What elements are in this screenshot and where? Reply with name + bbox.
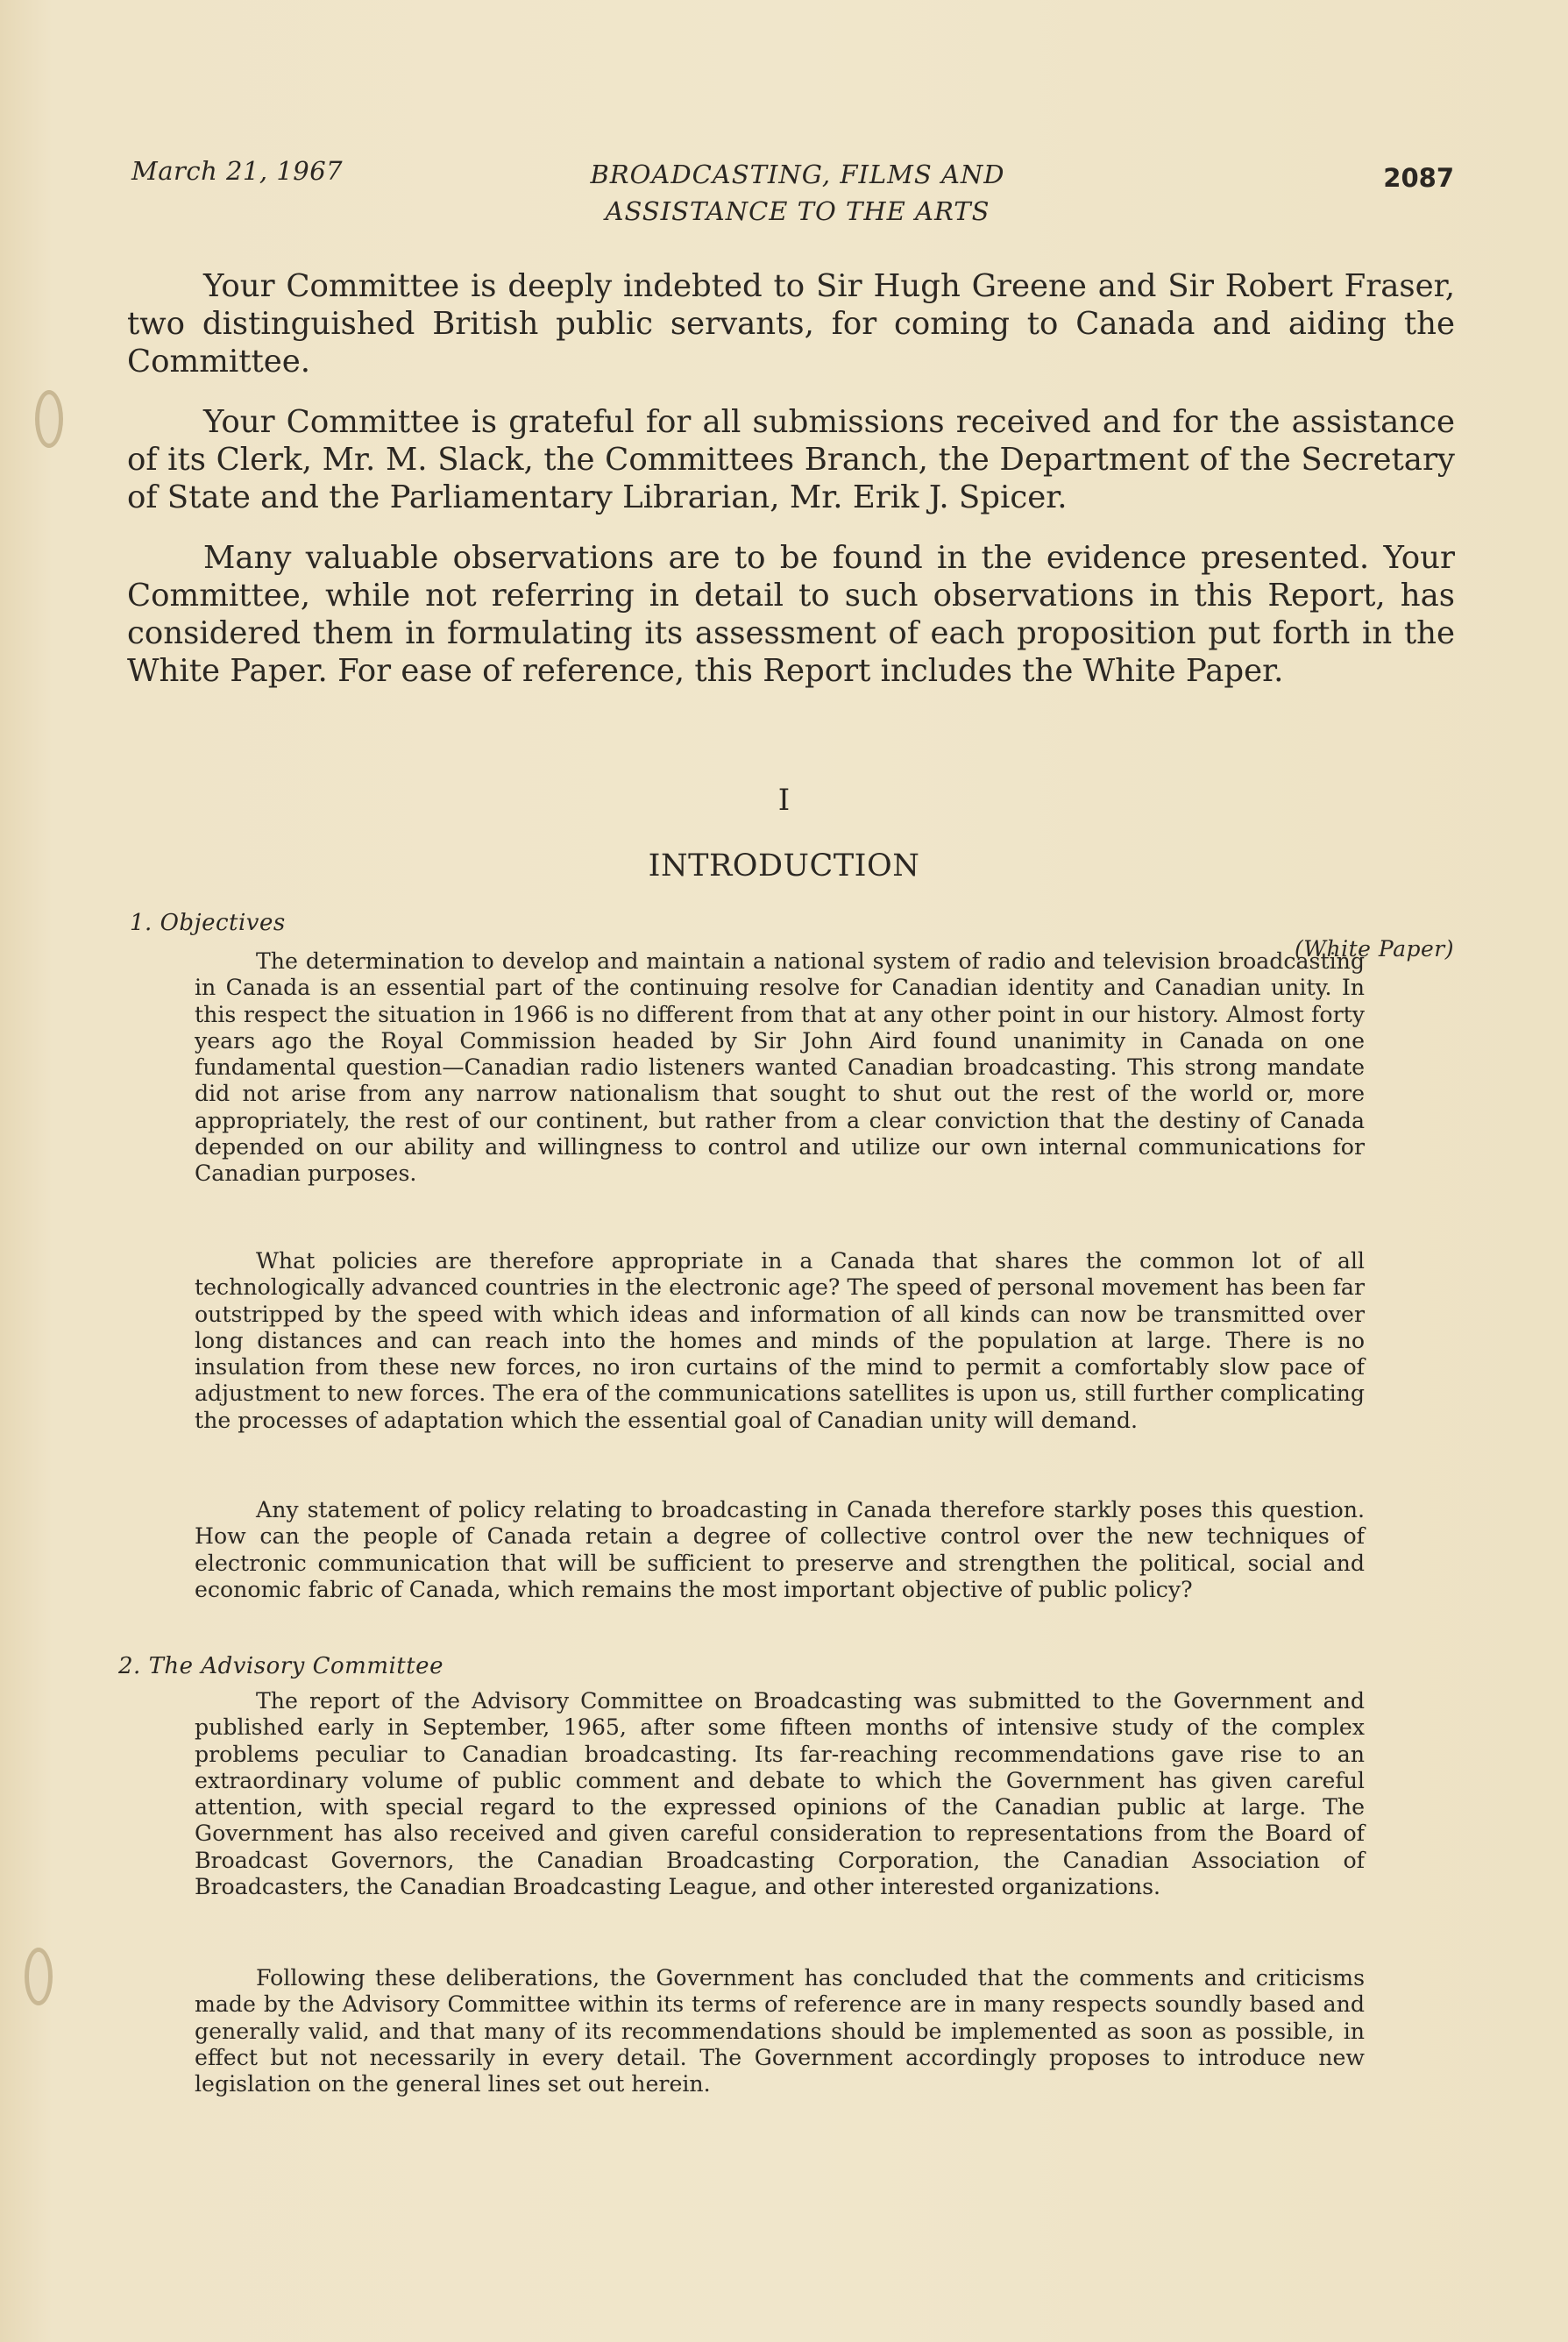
- section-heading: INTRODUCTION: [648, 848, 920, 884]
- page-number: 2087: [1383, 163, 1454, 193]
- binding-hole-mark: [35, 390, 63, 448]
- header-title: [491, 156, 1104, 230]
- subsection-heading-advisory-committee: [118, 1653, 443, 1679]
- objectives-paragraph-2: What policies are therefore appropriate in a Canada that shares the common lot of all technologically advanced countries in the electronic age? The speed of personal movement has been far outstripped by the speed with which ideas and information of all kinds can now be transmitted over long distances and can reach into the homes and minds of the population at large. There is no insulation from these new forces, no iron curtains of the mind to permit a comfortably slow pace of adjustment to new forces. The era of the communications satellites is upon us, still further complicating the processes of adaptation which the essential goal of Canadian unity will demand.: [195, 1248, 1365, 1433]
- objectives-paragraph-1: The determination to develop and maintain a national system of radio and television broadcasting in Canada is an essential part of the continuing resolve for Canadian identity and Canadian unity. In this respect the situation in 1966 is no different from that at any other point in our history. Almost forty years ago the Royal Commission headed by Sir John Aird found unanimity in Canada on one fundamental question—Canadian radio listeners wanted Canadian broadcasting. This strong mandate did not arise from any narrow nationalism that sought to shut out the rest of the world or, more appropriately, the rest of our continent, but rather from a clear conviction that the destiny of Canada depended on our ability and willingness to control and utilize our own internal communications for Canadian purposes.: [195, 948, 1365, 1187]
- intro-paragraph-2: Your Committee is grateful for all submissions received and for the assistance of its Clerk, Mr. M. Slack, the Committees Branch, the Department of the Secretary of State and the Parliamentary Librarian, Mr. Erik J. Spicer.: [127, 404, 1455, 515]
- advisory-paragraph-1: The report of the Advisory Committee on Broadcasting was submitted to the Government and published early in September, 1965, after some fifteen months of intensive study of the complex problems peculiar to Canadian broadcasting. Its far-reaching recommendations gave rise to an extraordinary volume of public comment and debate to which the Government has given careful attention, with special regard to the expressed opinions of the Canadian public at large. The Government has also received and given careful consideration to representations from the Board of Broadcast Governors, the Canadian Broadcasting Corporation, the Canadian Association of Broadcasters, the Canadian Broadcasting League, and other interested organizations.: [195, 1688, 1365, 1900]
- section-number: I: [777, 783, 791, 818]
- subsection-number: 1.: [130, 910, 153, 936]
- header-title-line-1: BROADCASTING, FILMS AND: [590, 160, 1005, 189]
- binding-hole-mark: [25, 1948, 53, 2005]
- subsection-number: 2.: [118, 1653, 141, 1679]
- intro-paragraph-3: Many valuable observations are to be found in the evidence presented. Your Committee, while not referring in detail to such observations in this Report, has considered them in formulating its assessment of each proposition put forth in the White Paper. For ease of reference, this Report includes the White Paper.: [127, 540, 1455, 689]
- subsection-heading-objectives: [130, 910, 286, 936]
- subsection-title: Objectives: [160, 910, 286, 936]
- objectives-paragraph-3: Any statement of policy relating to broadcasting in Canada therefore starkly poses this question. How can the people of Canada retain a degree of collective control over the new techniques of electronic communication that will be sufficient to preserve and strengthen the political, social and economic fabric of Canada, which remains the most important objective of public policy?: [195, 1497, 1365, 1602]
- page-header: [0, 156, 1568, 235]
- header-title-line-2: ASSISTANCE TO THE ARTS: [605, 196, 990, 226]
- source-tag: (White Paper): [1295, 936, 1454, 962]
- intro-paragraph-1: Your Committee is deeply indebted to Sir Hugh Greene and Sir Robert Fraser, two distinguished British public servants, for coming to Canada and aiding the Committee.: [127, 268, 1455, 380]
- advisory-paragraph-2: Following these deliberations, the Government has concluded that the comments and criticisms made by the Advisory Committee within its terms of reference are in many respects soundly based and generally valid, and that many of its recommendations should be implemented as soon as possible, in effect but not necessarily in every detail. The Government accordingly proposes to introduce new legislation on the general lines set out herein.: [195, 1965, 1365, 2097]
- subsection-title: The Advisory Committee: [148, 1653, 443, 1679]
- header-date: March 21, 1967: [131, 156, 344, 186]
